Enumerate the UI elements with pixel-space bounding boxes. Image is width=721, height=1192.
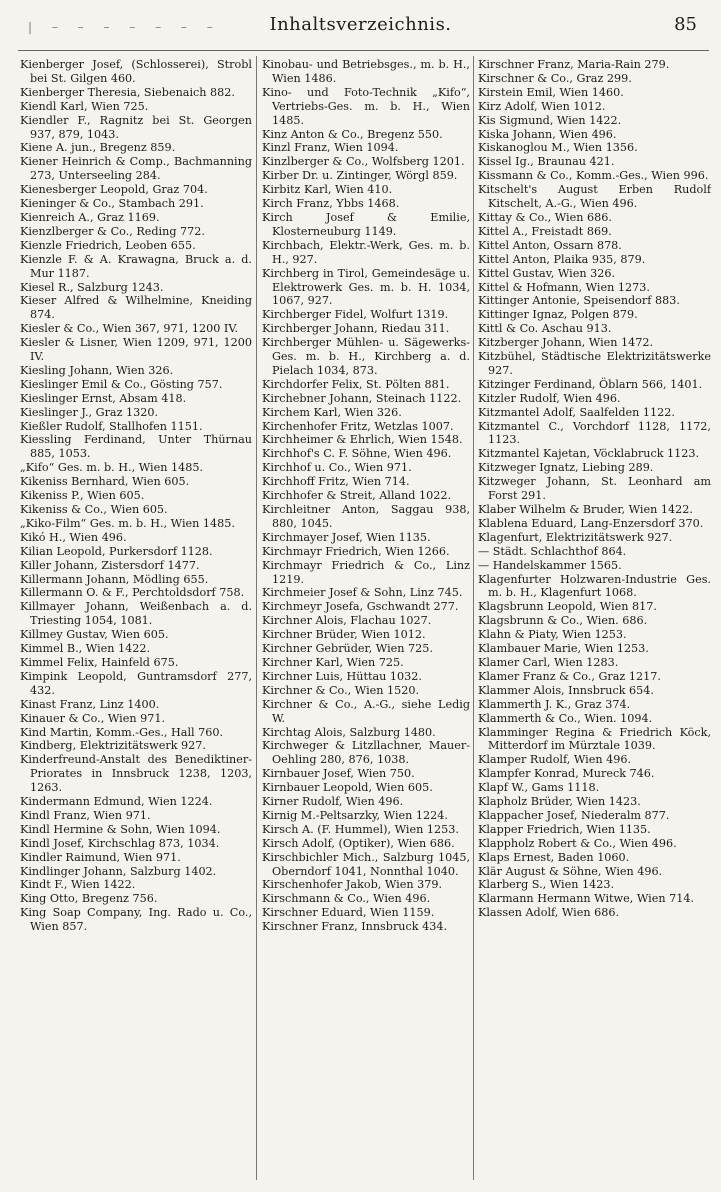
index-entry: Klaps Ernest, Baden 1060. (478, 850, 630, 864)
index-entry: Kirschner Eduard, Wien 1159. (262, 906, 435, 920)
index-entry: Kirchberg in Tirol, Gemeindesäge u. Elektrowerk Ges. m. b. H. 1034, 1067, 927. (262, 266, 470, 308)
index-entry: Kirschenhofer Jakob, Wien 379. (262, 878, 443, 892)
index-entry: Kienesberger Leopold, Graz 704. (20, 183, 208, 197)
index-entry: Kirschmann & Co., Wien 496. (262, 892, 431, 906)
index-entry: Klapf W., Gams 1118. (478, 781, 600, 795)
index-entry: Killer Johann, Zistersdorf 1477. (20, 558, 200, 572)
index-entry: Kimmel Felix, Hainfeld 675. (20, 655, 179, 669)
index-entry: Kieninger & Co., Stambach 291. (20, 197, 204, 211)
index-column-3 (478, 58, 711, 1178)
index-entry: Kienzle Friedrich, Leoben 655. (20, 238, 196, 252)
index-entry: Kikó H., Wien 496. (20, 530, 127, 544)
index-entry: Klär August & Söhne, Wien 496. (478, 864, 663, 878)
column-divider (473, 56, 474, 1180)
index-entry: Kittinger Ignaz, Polgen 879. (478, 308, 638, 322)
index-entry: Kienberger Theresia, Siebenaich 882. (20, 85, 235, 99)
index-entry: Kiska Johann, Wien 496. (478, 127, 617, 141)
index-entry: Kienberger Josef, (Schlosserei), Strobl bei St. Gilgen 460. (20, 58, 252, 85)
index-entry: Kiendl Karl, Wien 725. (20, 99, 149, 113)
index-entry: Kis Sigmund, Wien 1422. (478, 113, 622, 127)
index-entry: Kimpink Leopold, Guntramsdorf 277, 432. (20, 669, 252, 697)
index-entry: Kindl Josef, Kirchschlag 873, 1034. (20, 836, 220, 850)
index-entry: Klamer Franz & Co., Graz 1217. (478, 669, 661, 683)
index-entry: Kirchbach, Elektr.-Werk, Ges. m. b. H., 927. (262, 238, 470, 266)
index-entry: Killermann O. & F., Perchtoldsdorf 758. (20, 586, 245, 600)
column-divider (256, 56, 257, 1180)
index-entry: Kirchhofer & Streit, Alland 1022. (262, 489, 452, 503)
index-entry: „Kifo“ Ges. m. b. H., Wien 1485. (20, 461, 204, 475)
index-entry: Kirchleitner Anton, Saggau 938, 880, 1045. (262, 503, 470, 530)
index-entry: Kirch Franz, Ybbs 1468. (262, 197, 400, 211)
header-rule (18, 50, 709, 51)
index-entry: Kirchheimer & Ehrlich, Wien 1548. (262, 433, 463, 447)
index-entry: Klassen Adolf, Wien 686. (478, 906, 620, 920)
index-entry: Kittel Gustav, Wien 326. (478, 266, 616, 280)
index-entry: Kittay & Co., Wien 686. (478, 210, 612, 224)
index-entry: Kirschner & Co., Graz 299. (478, 71, 632, 85)
index-entry: Kindermann Edmund, Wien 1224. (20, 795, 213, 809)
index-entry: Klappacher Josef, Niederalm 877. (478, 808, 670, 822)
index-entry: Kittinger Antonie, Speisendorf 883. (478, 294, 680, 308)
index-entry: Kirchberger Johann, Riedau 311. (262, 322, 450, 336)
index-entry: Kitzweger Ignatz, Liebing 289. (478, 461, 654, 475)
index-entry: Kirchner & Co., Wien 1520. (262, 683, 420, 697)
index-entry: Kittel Anton, Ossarn 878. (478, 238, 622, 252)
index-entry: Klaber Wilhelm & Bruder, Wien 1422. (478, 503, 693, 516)
index-entry: Klampfer Konrad, Mureck 746. (478, 767, 655, 781)
index-column-2 (262, 58, 470, 1178)
index-entry: Kinobau- und Betriebsges., m. b. H., Wien 1486. (262, 58, 470, 85)
index-entry: Kirchebner Johann, Steinach 1122. (262, 391, 462, 405)
index-entry: Klamer Carl, Wien 1283. (478, 655, 619, 669)
index-entry: Kindl Franz, Wien 971. (20, 808, 151, 822)
index-entry: Kieser Alfred & Wilhelmine, Kneiding 874. (20, 294, 252, 322)
index-entry: „Kiko-Film“ Ges. m. b. H., Wien 1485. (20, 516, 235, 530)
page-number: 85 (674, 14, 697, 35)
index-entry: Kitzmantel C., Vorchdorf 1128, 1172, 1123. (478, 419, 711, 447)
index-entry: Kirchhof u. Co., Wien 971. (262, 461, 412, 475)
index-entry: Kirchberger Mühlen- u. Sägewerks-Ges. m. b. H., Kirchberg a. d. Pielach 1034, 873. (262, 336, 470, 377)
index-entry: Kiener Heinrich & Comp., Bachmanning 273, Unterseeling 284. (20, 155, 252, 183)
index-entry: Kienzle F. & A. Krawagna, Bruck a. d. Mur 1187. (20, 252, 252, 280)
index-entry: Kirner Rudolf, Wien 496. (262, 795, 404, 809)
index-entry: Kitzinger Ferdinand, Öblarn 566, 1401. (478, 377, 703, 391)
index-entry: Kiesel R., Salzburg 1243. (20, 280, 164, 294)
index-entry: Kittel & Hofmann, Wien 1273. (478, 280, 650, 294)
page-header (0, 12, 721, 42)
index-entry: Kinauer & Co., Wien 971. (20, 711, 165, 725)
index-entry: Kieslinger J., Graz 1320. (20, 405, 159, 419)
index-entry: Killmayer Johann, Weißenbach a. d. Triesting 1054, 1081. (20, 600, 252, 628)
index-entry: Kindler Raimund, Wien 971. (20, 850, 181, 864)
index-entry: Klahn & Piaty, Wien 1253. (478, 628, 627, 642)
index-entry: Kikeniss & Co., Wien 605. (20, 503, 168, 516)
index-entry: Kinzlberger & Co., Wolfsberg 1201. (262, 155, 465, 169)
page-title: Inhaltsverzeichnis. (269, 14, 452, 35)
index-entry: Kirchner Gebrüder, Wien 725. (262, 642, 433, 656)
index-entry: Kitzmantel Kajetan, Vöcklabruck 1123. (478, 447, 700, 461)
index-entry: Killermann Johann, Mödling 655. (20, 572, 209, 586)
index-entry: Kiesler & Co., Wien 367, 971, 1200 IV. (20, 322, 239, 336)
index-entry: Kirchtag Alois, Salzburg 1480. (262, 725, 436, 739)
index-entry: Kirbitz Karl, Wien 410. (262, 183, 393, 197)
index-entry: Klapholz Brüder, Wien 1423. (478, 795, 641, 809)
index-entry: Kiesling Johann, Wien 326. (20, 363, 174, 377)
index-entry: Kirchmeier Josef & Sohn, Linz 745. (262, 586, 463, 600)
index-entry: Kitzweger Johann, St. Leonhard am Forst 291. (478, 475, 711, 503)
index-entry: Kieslinger Ernst, Absam 418. (20, 391, 187, 405)
index-entry: Kirchmayr Friedrich & Co., Linz 1219. (262, 558, 470, 586)
index-entry: Kirber Dr. u. Zintinger, Wörgl 859. (262, 169, 458, 183)
index-entry: Klarmann Hermann Witwe, Wien 714. (478, 892, 695, 906)
index-entry: Kitzbühel, Städtische Elektrizitätswerke 927. (478, 350, 711, 377)
index-entry: Kirchner Luis, Hüttau 1032. (262, 669, 422, 683)
index-entry: Kitzler Rudolf, Wien 496. (478, 391, 621, 405)
index-entry: Kirstein Emil, Wien 1460. (478, 85, 624, 99)
index-entry: Klambauer Marie, Wien 1253. (478, 642, 649, 656)
index-entry: Kikeniss P., Wien 605. (20, 489, 145, 503)
index-entry: Kieslinger Emil & Co., Gösting 757. (20, 377, 223, 391)
index-entry: Kirchmeyr Josefa, Gschwandt 277. (262, 600, 459, 614)
index-entry: Kind Martin, Komm.-Ges., Hall 760. (20, 725, 224, 739)
index-entry: Kinzl Franz, Wien 1094. (262, 141, 399, 155)
index-entry: Klamper Rudolf, Wien 496. (478, 753, 632, 767)
index-entry: Klamminger Regina & Friedrich Köck, Mitterdorf im Mürztale 1039. (478, 725, 711, 753)
index-entry: Kirz Adolf, Wien 1012. (478, 99, 606, 113)
index-entry: Kimmel B., Wien 1422. (20, 642, 151, 656)
index-entry: Klammer Alois, Innsbruck 654. (478, 683, 654, 697)
index-entry: King Soap Company, Ing. Rado u. Co., Wien 857. (20, 906, 252, 934)
index-entry: Kirchner Brüder, Wien 1012. (262, 628, 426, 642)
index-entry: Kiesler & Lisner, Wien 1209, 971, 1200 IV. (20, 336, 252, 364)
index-entry: Kitschelt's August Erben Rudolf Kitschelt, A.-G., Wien 496. (478, 183, 711, 211)
index-entry: Kirnbauer Leopold, Wien 605. (262, 781, 433, 795)
index-entry: Kirchhof's C. F. Söhne, Wien 496. (262, 447, 452, 461)
index-entry: Kirchner Karl, Wien 725. (262, 655, 404, 669)
index-entry: Kinz Anton & Co., Bregenz 550. (262, 127, 443, 141)
index-entry: Klagenfurt, Elektrizitätswerk 927. (478, 530, 673, 544)
index-entry: Kirsch Adolf, (Optiker), Wien 686. (262, 836, 455, 850)
index-entry: Kirchberger Fidel, Wolfurt 1319. (262, 308, 449, 322)
index-entry: Kienzlberger & Co., Reding 772. (20, 224, 205, 238)
index-entry: Kirchdorfer Felix, St. Pölten 881. (262, 377, 450, 391)
index-entry: Kindberg, Elektrizitätswerk 927. (20, 739, 206, 753)
index-entry: Klagsbrunn & Co., Wien. 686. (478, 614, 648, 628)
index-entry: Kirch Josef & Emilie, Klosterneuburg 1149. (262, 210, 470, 238)
index-entry: Kitzmantel Adolf, Saalfelden 1122. (478, 405, 675, 419)
index-entry: Kirchhoff Fritz, Wien 714. (262, 475, 410, 489)
index-entry: Kirsch A. (F. Hummel), Wien 1253. (262, 822, 459, 836)
index-entry: Kitzberger Johann, Wien 1472. (478, 336, 654, 350)
index-entry: Klapper Friedrich, Wien 1135. (478, 822, 651, 836)
index-entry: Kießler Rudolf, Stallhofen 1151. (20, 419, 203, 433)
index-entry: Kittl & Co. Aschau 913. (478, 322, 612, 336)
index-entry: Kirschner Franz, Maria-Rain 279. (478, 58, 670, 71)
index-entry: Kirchenhofer Fritz, Wetzlas 1007. (262, 419, 454, 433)
index-entry: Klarberg S., Wien 1423. (478, 878, 615, 892)
index-entry: Kirchmayer Josef, Wien 1135. (262, 530, 431, 544)
index-entry: Kindt F., Wien 1422. (20, 878, 136, 892)
index-entry: Kittel A., Freistadt 869. (478, 224, 612, 238)
header-marks: | – – – – – – – (28, 20, 221, 34)
index-entry: Killmey Gustav, Wien 605. (20, 628, 169, 642)
index-entry: Kindl Hermine & Sohn, Wien 1094. (20, 822, 221, 836)
index-entry: Kinderfreund-Anstalt des Benediktiner-Priorates in Innsbruck 1238, 1203, 1263. (20, 753, 252, 795)
index-entry: King Otto, Bregenz 756. (20, 892, 158, 906)
index-entry: Klammerth J. K., Graz 374. (478, 697, 631, 711)
index-entry: Kissmann & Co., Komm.-Ges., Wien 996. (478, 169, 709, 183)
index-entry: Kinast Franz, Linz 1400. (20, 697, 160, 711)
index-entry: Kilian Leopold, Purkersdorf 1128. (20, 544, 213, 558)
index-entry: — Städt. Schlachthof 864. (478, 544, 627, 558)
index-entry: Kirchner & Co., A.-G., siehe Ledig W. (262, 697, 470, 725)
index-entry: Kienreich A., Graz 1169. (20, 210, 160, 224)
index-entry: Kirchweger & Litzllachner, Mauer-Oehling 280, 876, 1038. (262, 739, 470, 767)
index-entry: Kiessling Ferdinand, Unter Thürnau 885, 1053. (20, 433, 252, 461)
index-column-1 (20, 58, 252, 1178)
index-entry: Kiene A. jun., Bregenz 859. (20, 141, 176, 155)
index-entry: Kindlinger Johann, Salzburg 1402. (20, 864, 217, 878)
index-entry: Kiendler F., Ragnitz bei St. Georgen 937, 879, 1043. (20, 113, 252, 141)
index-entry: Kirnbauer Josef, Wien 750. (262, 767, 415, 781)
index-entry: Kirnig M.-Peltsarzky, Wien 1224. (262, 808, 448, 822)
index-entry: Kirschbichler Mich., Salzburg 1045, Oberndorf 1041, Nonnthal 1040. (262, 850, 470, 878)
index-entry: Kissel Ig., Braunau 421. (478, 155, 615, 169)
index-entry: Kirchner Alois, Flachau 1027. (262, 614, 432, 628)
index-entry: Klagsbrunn Leopold, Wien 817. (478, 600, 657, 614)
index-entry: Kirchmayr Friedrich, Wien 1266. (262, 544, 450, 558)
index-entry: Klagenfurter Holzwaren-Industrie Ges. m. b. H., Klagenfurt 1068. (478, 572, 711, 600)
index-entry: Kirschner Franz, Innsbruck 434. (262, 920, 448, 934)
index-entry: Klappholz Robert & Co., Wien 496. (478, 836, 677, 850)
index-entry: Kino- und Foto-Technik „Kifo“, Vertriebs-Ges. m. b. H., Wien 1485. (262, 85, 470, 127)
index-entry: Kikeniss Bernhard, Wien 605. (20, 475, 190, 489)
index-entry: — Handelskammer 1565. (478, 558, 622, 572)
index-entry: Kirchem Karl, Wien 326. (262, 405, 402, 419)
index-entry: Kiskanoglou M., Wien 1356. (478, 141, 638, 155)
index-entry: Klablena Eduard, Lang-Enzersdorf 370. (478, 516, 704, 530)
index-entry: Kittel Anton, Plaika 935, 879. (478, 252, 646, 266)
index-entry: Klammerth & Co., Wien. 1094. (478, 711, 653, 725)
